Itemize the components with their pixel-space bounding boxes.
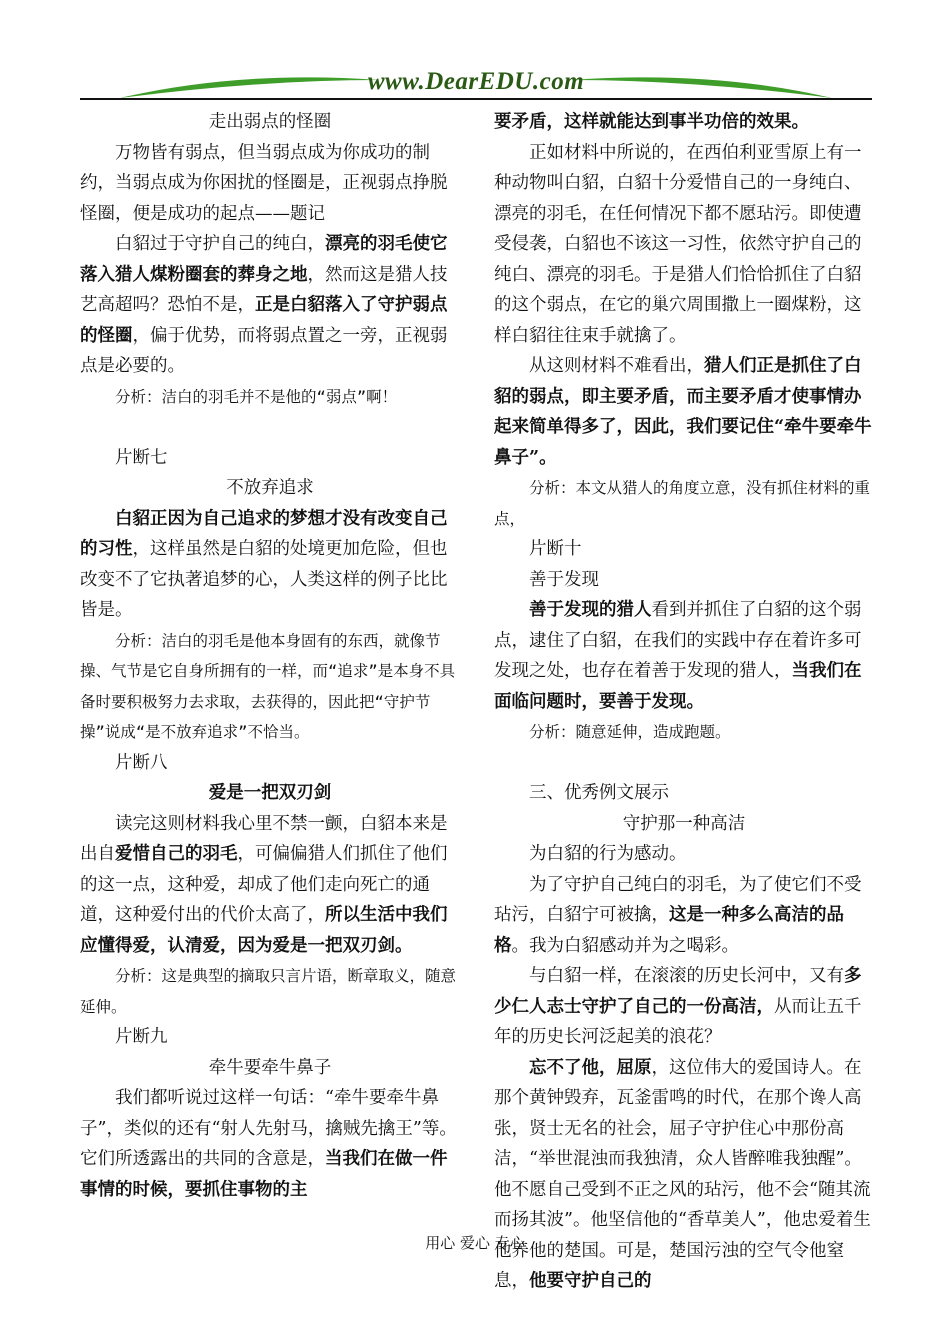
paragraph <box>494 534 874 565</box>
left-column <box>80 107 460 1205</box>
text-run: 片断九 <box>115 1027 168 1047</box>
paragraph <box>80 443 460 474</box>
text-run: 从这则材料不难看出， <box>529 356 704 376</box>
right-column <box>494 107 874 1297</box>
bold-text: 这是一种多么高洁的品格 <box>494 905 844 956</box>
bold-text: 爱惜自己的羽毛 <box>115 844 238 864</box>
text-run: 我们都听说过这样一句话：“牵牛要牵牛鼻子”，类似的还有“射人先射马，擒贼先擒王”等。它们所透露出的共同的含意是， <box>80 1088 457 1169</box>
analysis-paragraph <box>80 961 460 1022</box>
text-run: 为了守护自己纯白的羽毛，为了使它们不受玷污，白貂宁可被擒， <box>494 874 862 925</box>
bold-text: 善于发现的猎人 <box>529 600 652 620</box>
site-logo: www.DearEDU.com <box>367 68 585 95</box>
paragraph <box>494 839 874 870</box>
bold-text: 正是白貂落入了守护弱点的怪圈 <box>80 295 448 346</box>
text-run: 走出弱点的怪圈 <box>208 112 332 132</box>
text-run: 正如材料中所说的，在西伯利亚雪原上有一种动物叫白貂，白貂十分爱惜自己的一身纯白、漂亮的羽毛，在任何情况下都不愿玷污。即使遭受侵袭，白貂也不该这一习性，依然守护自己的纯白、漂亮的羽毛。于是猎人们恰恰抓住了白貂的这个弱点，在它的巢穴周围撒上一圈煤粉，这样白貂往往束手就擒了。 <box>494 142 862 346</box>
text-run: 读完这则材料我心里不禁一颤，白貂本来是出自 <box>80 813 448 864</box>
text-run: 分析：这是典型的摘取只言片语，断章取义，随意延伸。 <box>80 967 457 1016</box>
text-run: 牵牛要牵牛鼻子 <box>208 1057 332 1078</box>
page-footer: 用心 爱心 专心 <box>425 1234 525 1252</box>
text-run: ，然而这是猎人技艺高超吗？恐怕不是， <box>80 264 448 315</box>
paragraph <box>494 138 874 352</box>
text-run: 白貂过于守护自己的纯白， <box>115 234 325 254</box>
blank-line <box>494 748 874 779</box>
bold-text: 所以生活中我们应懂得爱，认清爱，因为爱是一把双刃剑。 <box>80 905 448 956</box>
bold-text: 忘不了他，屈原 <box>529 1057 652 1078</box>
paragraph <box>494 778 874 809</box>
paragraph <box>494 870 874 962</box>
paragraph <box>80 229 460 382</box>
text-run: 片断八 <box>115 752 168 773</box>
bold-text: 当我们在面临问题时，要善于发现。 <box>494 661 862 712</box>
paragraph <box>494 107 874 138</box>
text-run: ，偏于优势，而将弱点置之一旁，正视弱点是必要的。 <box>80 325 448 376</box>
paragraph <box>494 1053 874 1297</box>
bold-text: 白貂正因为自己追求的梦想才没有改变自己的习性 <box>80 508 448 559</box>
bold-text: 猎人们正是抓住了白貂的弱点，即主要矛盾，而主要矛盾才使事情办起来简单得多了，因此，我们要记住“牵牛要牵牛鼻子”。 <box>494 356 872 468</box>
bold-text: 爱是一把双刃剑 <box>208 783 332 803</box>
bold-text: 当我们在做一件事情的时候，要抓住事物的主 <box>80 1149 448 1200</box>
paragraph <box>80 1022 460 1053</box>
paragraph <box>80 809 460 962</box>
text-run: 不放弃追求 <box>226 478 314 498</box>
text-run: 分析：洁白的羽毛是他本身固有的东西，就像节操、气节是它自身所拥有的一样，而“追求”是本身不具备时要积极努力去求取，去获得的，因此把“守护节操”说成“是不放弃追求”不恰当。 <box>80 631 456 741</box>
text-run: 守护那一种高洁 <box>622 813 746 834</box>
text-run: 为白貂的行为感动。 <box>529 844 687 864</box>
paragraph <box>80 504 460 626</box>
text-run: 善于发现 <box>529 569 599 590</box>
section-heading <box>80 1053 460 1084</box>
paragraph <box>80 1083 460 1205</box>
text-run: 片断七 <box>115 447 168 468</box>
section-heading <box>494 809 874 840</box>
text-run: ，这样虽然是白貂的处境更加危险，但也改变不了它执著追梦的心，人类这样的例子比比皆是。 <box>80 539 448 620</box>
paragraph <box>494 565 874 596</box>
text-run: 片断十 <box>529 539 582 559</box>
analysis-paragraph <box>494 473 874 534</box>
text-run: ，这位伟大的爱国诗人。在那个黄钟毁弃，瓦釜雷鸣的时代，在那个谗人高张，贤士无名的社会，屈子守护住心中那份高洁，“举世混浊而我独清，众人皆醉唯我独醒”。他不愿自己受到不正之风的玷污，他不会“随其流而扬其波”。他坚信他的“香草美人”，他忠爱着生他养他的楚国。可是，楚国污浊的空气令他窒息， <box>494 1057 871 1291</box>
text-run: 万物皆有弱点，但当弱点成为你成功的制约，当弱点成为你困扰的怪圈是，正视弱点挣脱怪圈，便是成功的起点——题记 <box>80 142 448 224</box>
text-run: 。我为白貂感动并为之喝彩。 <box>511 935 739 956</box>
section-heading <box>80 778 460 809</box>
bold-text: 要矛盾，这样就能达到事半功倍的效果。 <box>494 112 809 132</box>
section-heading <box>80 473 460 504</box>
analysis-paragraph <box>80 382 460 413</box>
bold-text: 多少仁人志士守护了自己的一份高洁， <box>494 966 862 1017</box>
text-run: 三、优秀例文展示 <box>529 783 669 803</box>
analysis-paragraph <box>494 717 874 748</box>
header-rule <box>80 98 872 100</box>
page-header <box>80 68 872 104</box>
text-run: 分析：洁白的羽毛并不是他的“弱点”啊！ <box>115 387 398 406</box>
section-heading <box>80 107 460 138</box>
text-run: ，可偏偏猎人们抓住了他们的这一点，这种爱，却成了他们走向死亡的通道，这种爱付出的代价太高了， <box>80 844 448 925</box>
paragraph <box>80 138 460 230</box>
analysis-paragraph <box>80 626 460 748</box>
bold-text: 漂亮的羽毛使它落入猎人煤粉圈套的葬身之地 <box>80 234 448 285</box>
paragraph <box>494 595 874 717</box>
text-run: 看到并抓住了白貂的这个弱点，逮住了白貂，在我们的实践中存在着许多可发现之处，也存在着善于发现的猎人， <box>494 600 862 681</box>
text-run: 与白貂一样，在滚滚的历史长河中，又有 <box>529 966 844 986</box>
blank-line <box>80 412 460 443</box>
bold-text: 他要守护自己的 <box>529 1271 652 1291</box>
text-run: 分析：随意延伸，造成跑题。 <box>529 723 731 741</box>
text-run: 分析：本文从猎人的角度立意，没有抓住材料的重点， <box>494 479 871 528</box>
text-run: 从而让五千年的历史长河泛起美的浪花？ <box>494 996 862 1047</box>
paragraph <box>494 351 874 473</box>
paragraph <box>494 961 874 1053</box>
paragraph <box>80 748 460 779</box>
